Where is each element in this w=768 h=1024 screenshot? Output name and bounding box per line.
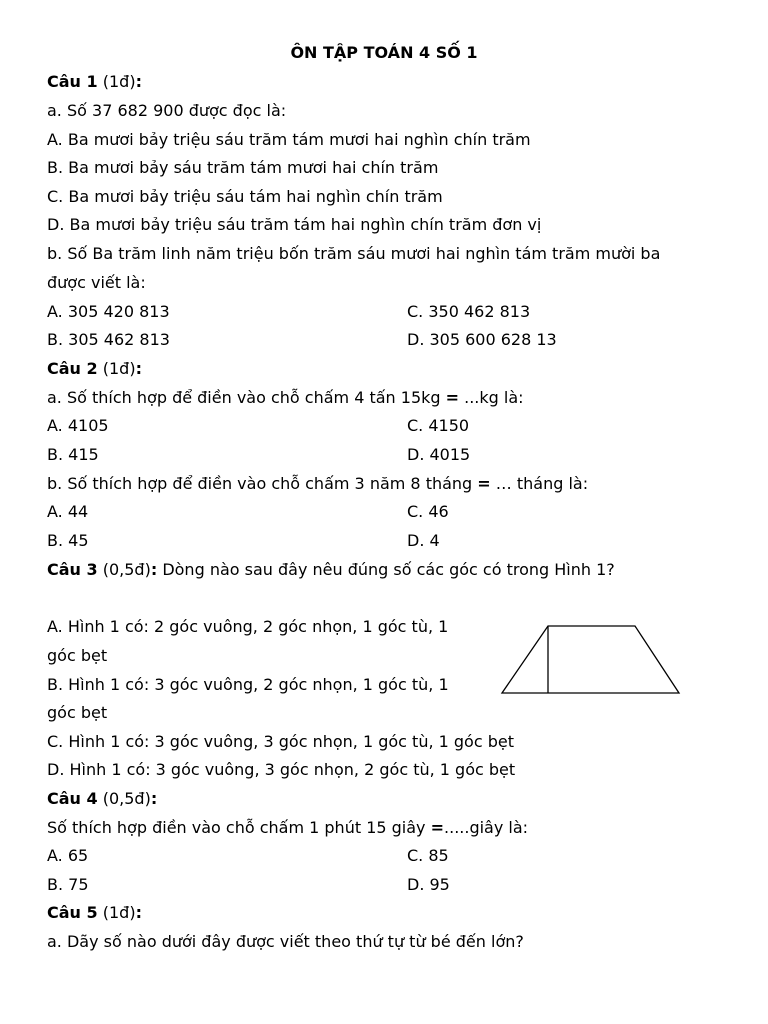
q1b-option-d: D. 305 600 628 13 bbox=[407, 330, 557, 349]
trapezoid-outline bbox=[502, 626, 679, 693]
q3-option-d: D. Hình 1 có: 3 góc vuông, 3 góc nhọn, 2 góc tù, 1 góc bẹt bbox=[47, 760, 516, 779]
q3-option-c: C. Hình 1 có: 3 góc vuông, 3 góc nhọn, 1 góc tù, 1 góc bẹt bbox=[47, 732, 514, 751]
q3-points: (0,5đ) bbox=[102, 560, 151, 579]
q3-option-b-line2: góc bẹt bbox=[47, 703, 108, 722]
q3-option-a-line2: góc bẹt bbox=[47, 646, 108, 665]
q1-colon: : bbox=[135, 72, 142, 91]
q1a-option-b: B. Ba mươi bảy sáu trăm tám mươi hai chín trăm bbox=[47, 158, 439, 177]
q4-colon: : bbox=[150, 789, 158, 808]
q1a-option-d: D. Ba mươi bảy triệu sáu trăm tám hai nghìn chín trăm đơn vị bbox=[47, 215, 542, 234]
q2a-option-c: C. 4150 bbox=[407, 416, 470, 435]
q2-points: (1đ) bbox=[102, 359, 136, 378]
q4-heading bbox=[47, 789, 157, 809]
q2b-option-b: B. 45 bbox=[47, 531, 89, 550]
q1a-prompt: a. Số 37 682 900 được đọc là: bbox=[47, 101, 287, 120]
q1-heading bbox=[47, 72, 142, 92]
q2b-prompt-post: … tháng là: bbox=[490, 474, 589, 493]
q2-colon: : bbox=[135, 359, 142, 378]
q2b-prompt-pre: b. Số thích hợp để điền vào chỗ chấm 3 năm 8 tháng bbox=[47, 474, 478, 493]
q5-colon: : bbox=[135, 903, 142, 922]
q2b-equals: = bbox=[477, 474, 491, 493]
q1b-option-b: B. 305 462 813 bbox=[47, 330, 170, 349]
q2b-prompt bbox=[47, 474, 588, 494]
q3-option-b-line1: B. Hình 1 có: 3 góc vuông, 2 góc nhọn, 1 góc tù, 1 bbox=[47, 675, 449, 694]
q1-label: Câu 1 bbox=[47, 72, 98, 91]
q4-label: Câu 4 bbox=[47, 789, 98, 808]
q4-option-d: D. 95 bbox=[407, 875, 450, 894]
q3-label: Câu 3 bbox=[47, 560, 98, 579]
q1b-prompt-line1: b. Số Ba trăm linh năm triệu bốn trăm sáu mươi hai nghìn tám trăm mười ba bbox=[47, 244, 661, 263]
q2b-option-d: D. 4 bbox=[407, 531, 440, 550]
q2a-option-a: A. 4105 bbox=[47, 416, 109, 435]
q1b-option-a: A. 305 420 813 bbox=[47, 302, 170, 321]
q5-heading bbox=[47, 903, 142, 923]
q2-label: Câu 2 bbox=[47, 359, 98, 378]
q4-option-c: C. 85 bbox=[407, 846, 449, 865]
q2a-option-b: B. 415 bbox=[47, 445, 99, 464]
q2b-option-c: C. 46 bbox=[407, 502, 449, 521]
q1-points: (1đ) bbox=[102, 72, 136, 91]
q1b-option-c: C. 350 462 813 bbox=[407, 302, 531, 321]
q2a-equals: = bbox=[445, 388, 460, 407]
q3-prompt: Dòng nào sau đây nêu đúng số các góc có trong Hình 1? bbox=[157, 560, 615, 579]
q2a-prompt bbox=[47, 388, 524, 408]
q5-points: (1đ) bbox=[102, 903, 136, 922]
q2a-prompt-post: ...kg là: bbox=[459, 388, 524, 407]
q1a-option-a: A. Ba mươi bảy triệu sáu trăm tám mươi hai nghìn chín trăm bbox=[47, 130, 531, 149]
q5-label: Câu 5 bbox=[47, 903, 98, 922]
q4-points: (0,5đ) bbox=[102, 789, 151, 808]
q3-colon: : bbox=[150, 560, 158, 579]
q2-heading bbox=[47, 359, 142, 379]
q2a-prompt-pre: a. Số thích hợp để điền vào chỗ chấm 4 tấn 15kg bbox=[47, 388, 446, 407]
q2a-option-d: D. 4015 bbox=[407, 445, 471, 464]
q4-equals: = bbox=[430, 818, 445, 837]
trapezoid-figure bbox=[498, 622, 684, 698]
q4-prompt bbox=[47, 818, 528, 838]
q2b-option-a: A. 44 bbox=[47, 502, 89, 521]
q4-prompt-pre: Số thích hợp điền vào chỗ chấm 1 phút 15 giây bbox=[47, 818, 431, 837]
q4-prompt-post: .....giây là: bbox=[444, 818, 529, 837]
page-title: ÔN TẬP TOÁN 4 SỐ 1 bbox=[290, 43, 478, 62]
q3-heading bbox=[47, 560, 615, 580]
q1a-option-c: C. Ba mươi bảy triệu sáu tám hai nghìn chín trăm bbox=[47, 187, 443, 206]
q3-option-a-line1: A. Hình 1 có: 2 góc vuông, 2 góc nhọn, 1 góc tù, 1 bbox=[47, 617, 449, 636]
q5a-prompt: a. Dãy số nào dưới đây được viết theo thứ tự từ bé đến lớn? bbox=[47, 932, 524, 951]
q4-option-a: A. 65 bbox=[47, 846, 89, 865]
q4-option-b: B. 75 bbox=[47, 875, 89, 894]
q1b-prompt-line2: được viết là: bbox=[47, 273, 146, 292]
